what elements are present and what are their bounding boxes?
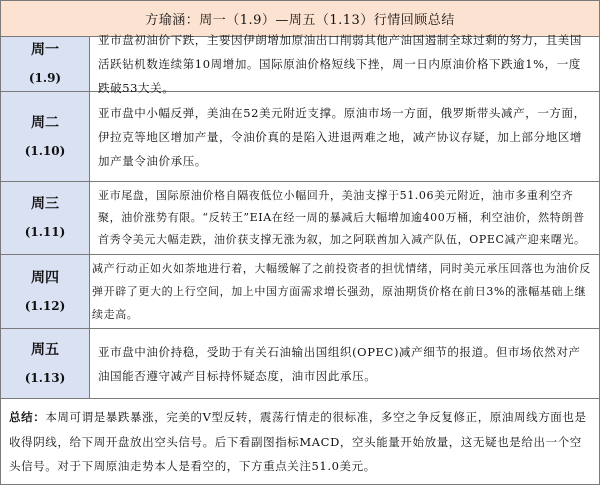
day-date: (1.11) (24, 225, 66, 239)
table-row (1, 329, 599, 399)
day-label: 周五 (31, 341, 59, 358)
row-text: 亚市盘初油价下跌，主要因伊朗增加原油出口削弱其他产油国遏制全球过剩的努力，且美国活跃钻机数连续第10周增加。国际原油价格短线下挫，周一日内原油价格下跌逾1%，一度跌破53大关。 (98, 33, 582, 95)
day-date: (1.10) (24, 143, 66, 158)
row-content (98, 329, 591, 398)
row-content (98, 92, 591, 181)
row-text: 亚市盘中小幅反弹，美油在52美元附近支撑。原油市场一方面，俄罗斯带头减产，一方面，伊拉克等地区增加产量，令油价真的是陷入进退两难之地，减产协议存疑，加上部分地区增加产量令油价承压。 (98, 105, 586, 168)
row-text: 亚市尾盘，国际原油价格自隔夜低位小幅回升，美油支撑于51.06美元附近，油市多重利空齐聚，油价涨势有限。“反转王”EIA在经一周的暴减后大幅增加逾400万桶，利空油价，然特朗普首秀令美元大幅走跌，油价获支撑无涨为叙，加之阿联酋加入减产队伍，OPEC减产迎来曙光。 (98, 189, 586, 246)
summary (1, 399, 599, 484)
table-row (1, 92, 599, 182)
day-label: 周三 (31, 196, 59, 212)
day-date: (1.9) (28, 71, 62, 85)
row-content (98, 33, 591, 95)
summary-text: 本周可谓是暴跌暴涨，完美的V型反转，震荡行情走的很标准，多空之争反复修正，原油周线方面也是收得阴线，给下周开盘放出空头信号。后下看副图指标MACD，空头能量开始放量，这无疑也是给出一个空头信号。对于下周原油走势本人是看空的，下方重点关注51.0美元。 (9, 410, 587, 473)
table-row (1, 33, 599, 95)
table-row (1, 182, 599, 255)
table-row (1, 255, 599, 329)
day-cell (1, 37, 90, 91)
day-label: 周二 (31, 114, 59, 131)
day-cell (1, 92, 90, 181)
day-date: (1.13) (24, 370, 66, 385)
day-label: 周一 (31, 42, 59, 58)
day-date: (1.12) (24, 298, 66, 313)
row-content (92, 255, 591, 328)
summary-label: 总结： (9, 410, 46, 424)
day-cell (1, 255, 90, 328)
page-title: 方瑜涵：周一（1.9）—周五（1.13）行情回顾总结 (1, 1, 599, 37)
day-cell (1, 182, 90, 254)
day-cell (1, 329, 90, 398)
day-label: 周四 (31, 269, 59, 286)
row-content (98, 182, 591, 254)
row-text: 亚市盘中油价持稳，受助于有关石油输出国组织(OPEC)减产细节的报道。但市场依然对产油国能否遵守减产目标持怀疑态度，油市因此承压。 (98, 344, 581, 383)
row-text: 减产行动正如火如荼地进行着，大幅缓解了之前投资者的担忧情绪，同时美元承压回落也为油价反弹开辟了更大的上行空间，加上中国方面需求增长强劲，原油期货价格在前日3%的涨幅基础上继续走高。 (92, 262, 591, 321)
